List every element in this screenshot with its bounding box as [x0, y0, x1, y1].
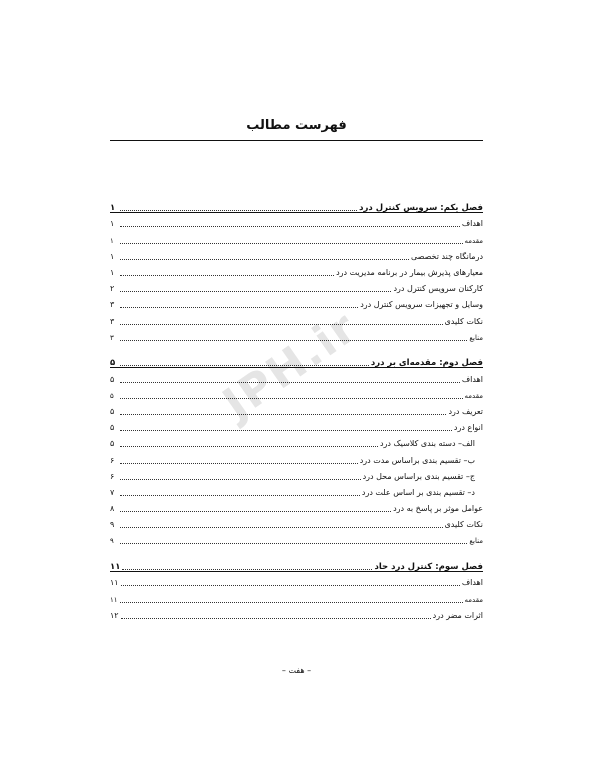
- toc-entry-row[interactable]: [110, 498, 483, 514]
- entry-title: مقدمه: [464, 595, 483, 604]
- entry-page-number: ۵: [110, 406, 115, 416]
- toc-entry-row[interactable]: [110, 246, 483, 262]
- entry-title: انواع درد: [453, 423, 483, 433]
- entry-page-number: ۶: [110, 455, 115, 465]
- dot-leader: [120, 511, 391, 512]
- toc-entry-row[interactable]: [110, 482, 483, 498]
- dot-leader: [120, 446, 378, 447]
- entry-title: مقدمه: [464, 236, 483, 245]
- entry-title: تعریف درد: [448, 406, 483, 416]
- dot-leader: [120, 479, 361, 480]
- entry-title: نکات کلیدی: [444, 316, 483, 326]
- dot-leader: [120, 210, 357, 211]
- dot-leader: [120, 307, 358, 308]
- entry-title: وسایل و تجهیزات سرویس کنترل درد: [360, 300, 483, 310]
- chapter-page-number: ۱: [110, 203, 116, 214]
- entry-page-number: ۷: [110, 487, 115, 497]
- entry-page-number: ۵: [110, 391, 114, 400]
- dot-leader: [122, 569, 372, 570]
- dot-leader: [120, 495, 360, 496]
- entry-page-number: ۸: [110, 504, 115, 514]
- dot-leader: [120, 463, 358, 464]
- entry-title: درمانگاه چند تخصصی: [411, 251, 483, 261]
- dot-leader: [120, 226, 460, 227]
- chapter-title: فصل دوم: مقدمه‌ای بر درد: [370, 358, 483, 369]
- chapter-title: فصل سوم: کنترل درد حاد: [374, 562, 483, 573]
- toc-entry-row[interactable]: [110, 401, 483, 417]
- toc-entry-row[interactable]: [110, 466, 483, 482]
- entry-title: مقدمه: [464, 391, 483, 400]
- table-of-contents: [110, 197, 483, 621]
- dot-leader: [120, 291, 391, 292]
- toc-entry-row[interactable]: [110, 572, 483, 588]
- entry-page-number: ۹: [110, 520, 115, 530]
- chapter-title: فصل یکم: سرویس کنترل درد: [359, 203, 483, 214]
- dot-leader: [120, 275, 334, 276]
- entry-page-number: ۶: [110, 471, 115, 481]
- toc-entry-row[interactable]: [110, 294, 483, 310]
- entry-page-number: ۱: [110, 267, 115, 277]
- entry-page-number: ۲: [110, 284, 115, 294]
- entry-page-number: ۳: [110, 300, 115, 310]
- entry-title: اهداف: [461, 219, 483, 229]
- dot-leader: [120, 543, 467, 544]
- toc-entry-row[interactable]: [110, 449, 483, 465]
- entry-page-number: ۱۲: [110, 610, 119, 620]
- toc-entry-row[interactable]: [110, 514, 483, 530]
- entry-page-number: ۵: [110, 439, 115, 449]
- toc-chapter-row[interactable]: [110, 556, 483, 572]
- title-divider: [110, 140, 483, 141]
- entry-title: کارکنان سرویس کنترل درد: [393, 284, 483, 294]
- dot-leader: [120, 243, 463, 244]
- toc-entry-row[interactable]: [110, 530, 483, 546]
- toc-entry-row[interactable]: [110, 310, 483, 326]
- chapter-gap: [110, 546, 483, 556]
- entry-page-number: ۳: [110, 333, 114, 342]
- toc-entry-row[interactable]: [110, 213, 483, 229]
- dot-leader: [120, 414, 446, 415]
- entry-page-number: ۵: [110, 423, 115, 433]
- dot-leader: [120, 324, 443, 325]
- entry-title: ب– تقسیم بندی براساس مدت درد: [359, 455, 475, 465]
- entry-title: منابع: [469, 537, 483, 546]
- chapter-page-number: ۵: [110, 358, 116, 369]
- page-number-footer: – هفت –: [281, 666, 312, 675]
- dot-leader: [120, 602, 463, 603]
- entry-page-number: ۳: [110, 316, 115, 326]
- toc-entry-row[interactable]: [110, 229, 483, 245]
- entry-page-number: ۹: [110, 537, 114, 546]
- entry-title: اهداف: [461, 578, 483, 588]
- dot-leader: [120, 430, 452, 431]
- entry-page-number: ۱: [110, 219, 115, 229]
- entry-title: اثرات مضر درد: [432, 610, 483, 620]
- dot-leader: [120, 527, 443, 528]
- entry-page-number: ۱: [110, 236, 114, 245]
- entry-page-number: ۱: [110, 251, 115, 261]
- dot-leader: [120, 259, 409, 260]
- entry-title: اهداف: [461, 374, 483, 384]
- dot-leader: [121, 618, 431, 619]
- dot-leader: [120, 398, 463, 399]
- entry-page-number: ۱۱: [110, 578, 119, 588]
- entry-title: الف– دسته بندی کلاسیک درد: [379, 439, 475, 449]
- toc-entry-row[interactable]: [110, 278, 483, 294]
- chapter-page-number: ۱۱: [110, 562, 121, 573]
- entry-title: د– تقسیم بندی بر اساس علت درد: [361, 487, 475, 497]
- toc-entry-row[interactable]: [110, 417, 483, 433]
- entry-title: ج– تقسیم بندی براساس محل درد: [362, 471, 475, 481]
- page-title: فهرست مطالب: [246, 118, 347, 133]
- entry-title: منابع: [469, 333, 483, 342]
- toc-entry-row[interactable]: [110, 433, 483, 449]
- toc-entry-row[interactable]: [110, 605, 483, 621]
- entry-page-number: ۱۱: [110, 595, 118, 604]
- toc-entry-row[interactable]: [110, 588, 483, 604]
- entry-page-number: ۵: [110, 374, 115, 384]
- entry-title: معیارهای پذیرش بیمار در برنامه مدیریت درد: [336, 267, 483, 277]
- toc-entry-row[interactable]: [110, 262, 483, 278]
- dot-leader: [121, 585, 460, 586]
- entry-title: نکات کلیدی: [444, 520, 483, 530]
- toc-chapter-row[interactable]: [110, 197, 483, 213]
- entry-title: عوامل موثر بر پاسخ به درد: [393, 504, 483, 514]
- watermark: JPH.ir: [214, 301, 367, 430]
